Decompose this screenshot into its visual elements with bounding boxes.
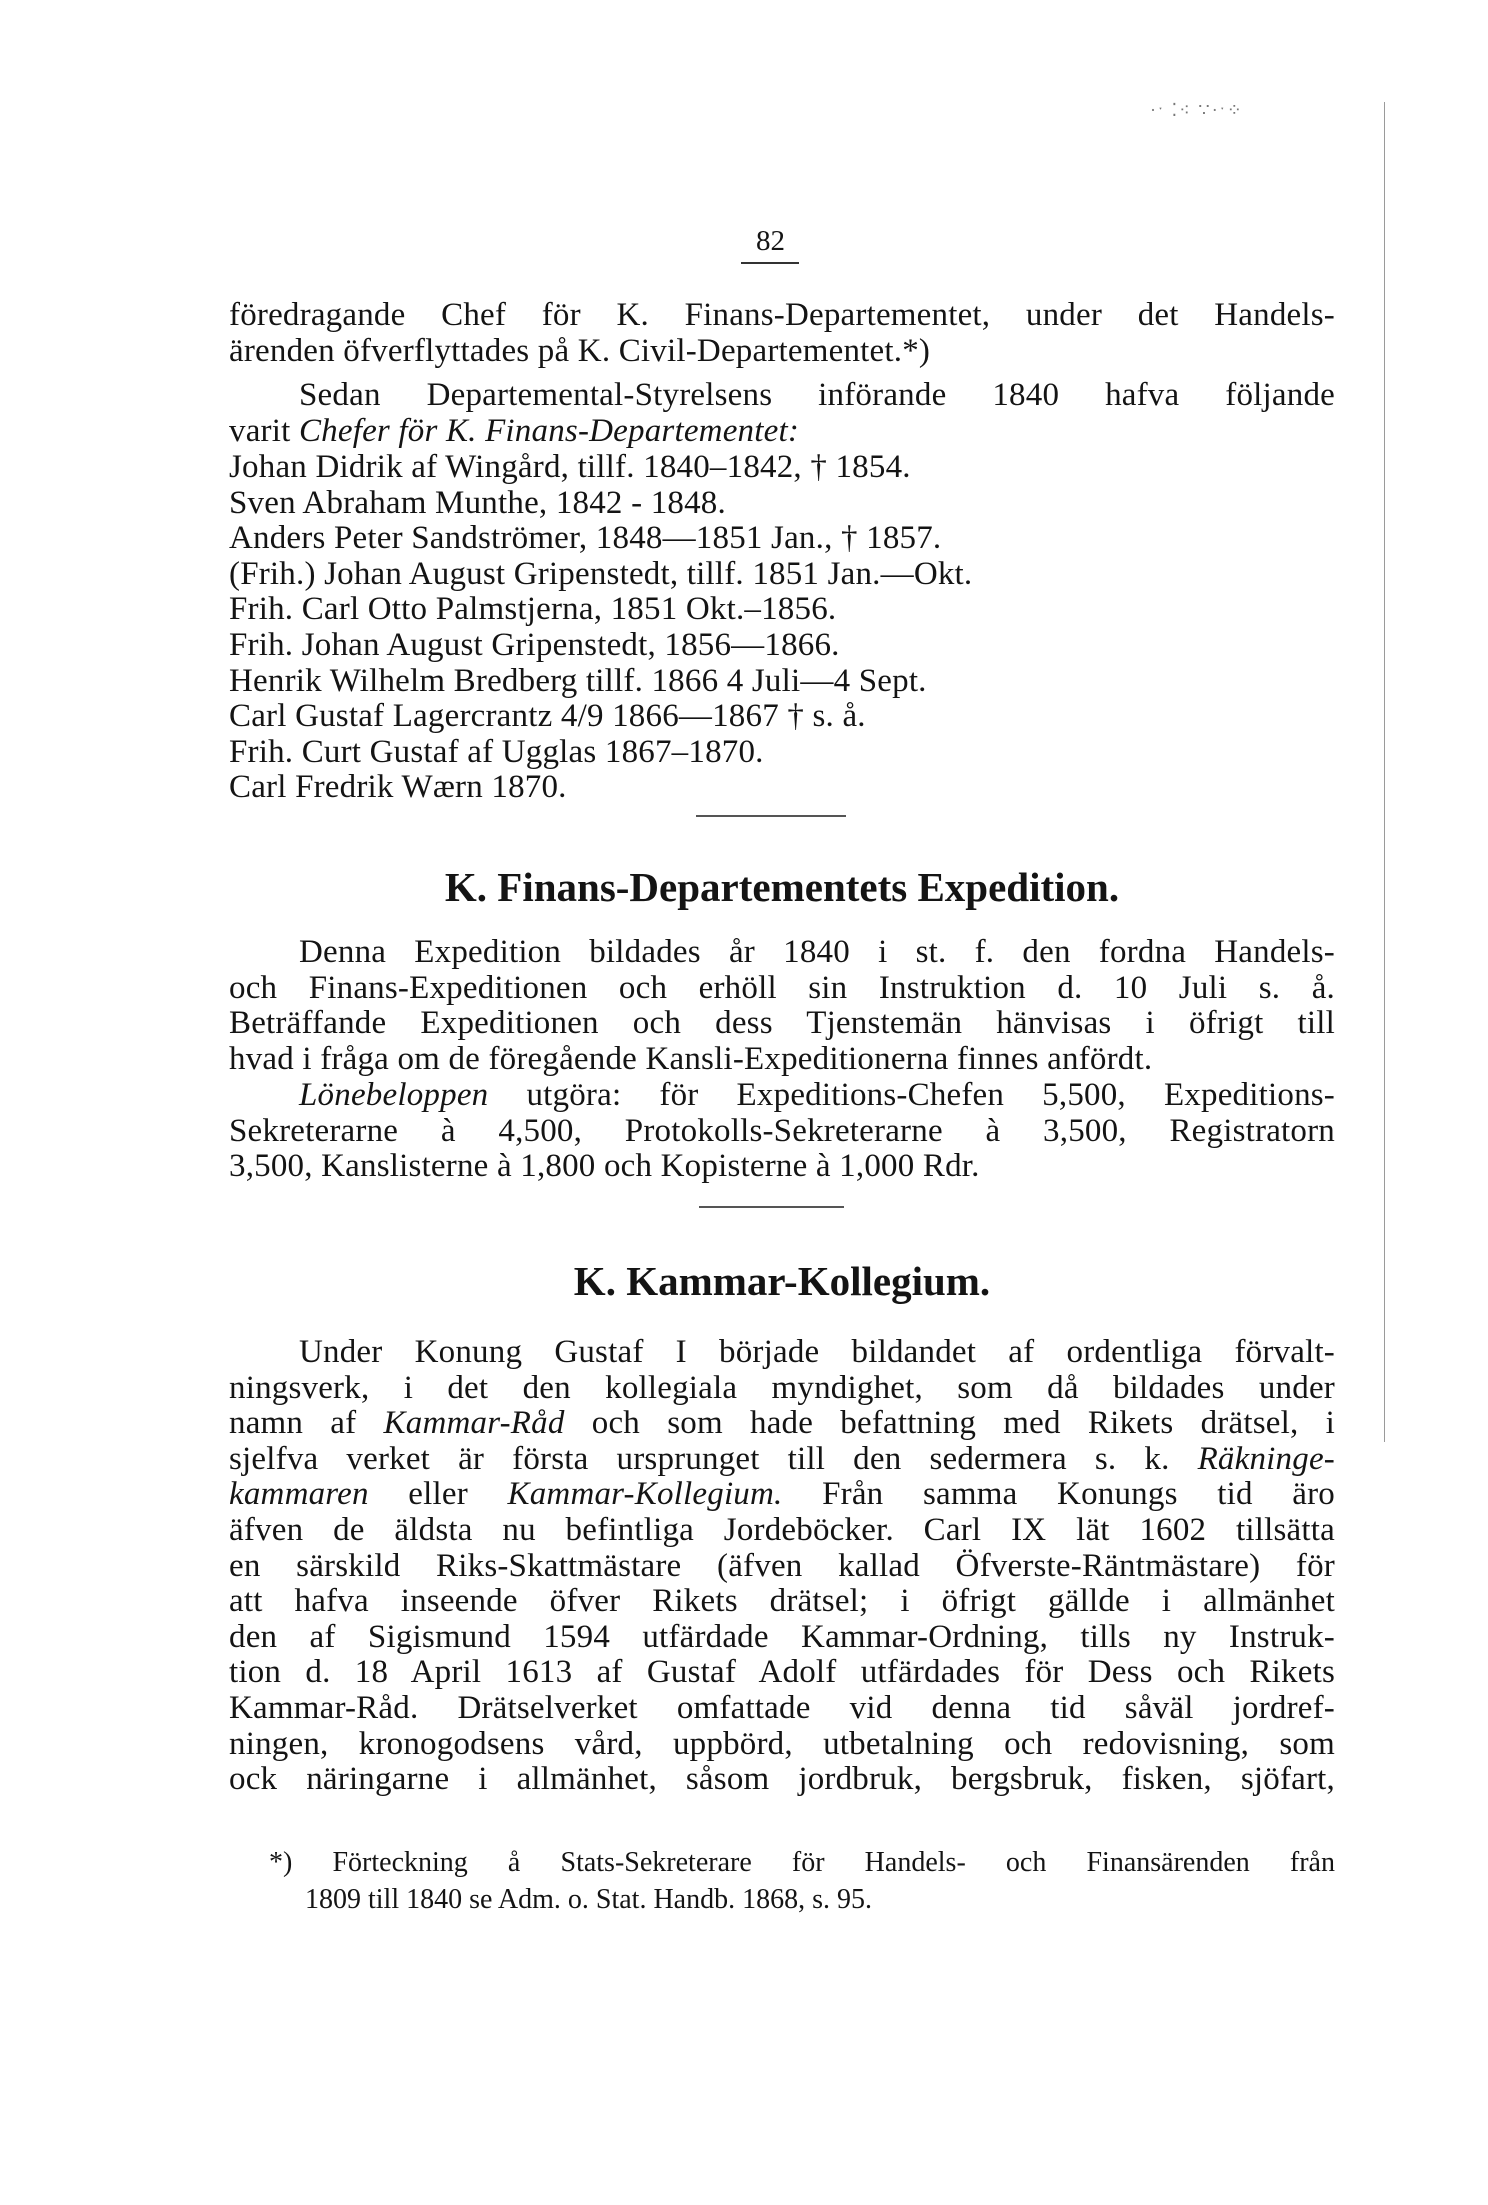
expedition-paragraph-1	[229, 935, 1335, 1077]
text-line: ningsverk, i det den kollegiala myndighet, som då bildades under	[229, 1369, 1335, 1406]
text-line: kammaren eller Kammar-Kollegium. Från samma Konungs tid äro	[229, 1476, 1335, 1513]
list-item: Johan Didrik af Wingård, tillf. 1840–1842, † 1854.	[229, 449, 911, 485]
list-item: Frih. Johan August Gripenstedt, 1856—1866.	[229, 626, 840, 663]
text-line: Sekreterarne à 4,500, Protokolls-Sekreterarne à 3,500, Registratorn	[229, 1112, 1335, 1149]
text-line: namn af Kammar-Råd och som hade befattning med Rikets drätsel, i	[229, 1405, 1335, 1442]
scan-specks: ·ˑ ⁚⁖ ∵·ˑ⁘	[1150, 100, 1244, 120]
text-line: Beträffande Expeditionen och dess Tjenstemän hänvisas i öfrigt till	[229, 1005, 1335, 1042]
list-item: Henrik Wilhelm Bredberg tillf. 1866 4 Juli—4 Sept.	[229, 662, 927, 699]
section-heading-kammar-kollegium: K. Kammar-Kollegium.	[573, 1258, 991, 1304]
section-divider	[696, 815, 846, 817]
text-line: sjelfva verket är första ursprunget till den sedermera s. k. Räkninge-	[229, 1440, 1335, 1477]
text-line: föredragande Chef för K. Finans-Departementet, under det Handels-	[229, 297, 1335, 333]
text-line: ningen, kronogodsens vård, uppbörd, utbetalning och redovisning, som	[229, 1725, 1335, 1762]
italic-text: Chefer för K. Finans-Departementet:	[298, 412, 800, 449]
page	[229, 0, 1335, 2205]
page-number: 82	[756, 225, 785, 257]
italic-text: Kammar-Kollegium.	[507, 1476, 783, 1513]
text-line: Sedan Departemental-Styrelsens införande 1840 hafva följande	[299, 377, 1335, 413]
footnote-line: *) Förteckning å Stats-Sekreterare för Handels- och Finansärenden från	[269, 1847, 1335, 1878]
text-line: Under Konung Gustaf I började bildandet af ordentliga förvalt-	[299, 1334, 1335, 1370]
expedition-paragraph-2	[229, 1078, 1335, 1185]
text-line: ock näringarne i allmänhet, såsom jordbruk, bergsbruk, fisken, sjöfart,	[229, 1761, 1335, 1798]
text-line: Denna Expedition bildades år 1840 i st. f. den fordna Handels-	[299, 934, 1335, 970]
section-divider	[699, 1206, 844, 1208]
top-paragraph	[229, 298, 1335, 369]
footnote-line: 1809 till 1840 se Adm. o. Stat. Handb. 1868, s. 95.	[305, 1884, 872, 1915]
text-line: Kammar-Råd. Drätselverket omfattade vid denna tid såväl jordref-	[229, 1689, 1335, 1726]
list-item: (Frih.) Johan August Gripenstedt, tillf. 1851 Jan.—Okt.	[229, 555, 973, 592]
text-line: att hafva inseende öfver Rikets drätsel; i öfrigt gällde i allmänhet	[229, 1583, 1335, 1620]
kammar-kollegium-paragraph	[229, 1335, 1335, 1798]
text-line: 3,500, Kanslisterne à 1,800 och Kopisterne à 1,000 Rdr.	[229, 1148, 980, 1185]
text-line: varit Chefer för K. Finans-Departementet:	[229, 412, 800, 449]
text-line: Lönebeloppen utgöra: för Expeditions-Chefen 5,500, Expeditions-	[299, 1077, 1335, 1113]
scan-margin-line	[1384, 102, 1385, 1442]
text-line: äfven de äldsta nu befintliga Jordeböcker. Carl IX lät 1602 tillsätta	[229, 1511, 1335, 1548]
text-line: en särskild Riks-Skattmästare (äfven kallad Öfverste-Räntmästare) för	[229, 1547, 1335, 1584]
list-item: Frih. Curt Gustaf af Ugglas 1867–1870.	[229, 733, 764, 770]
chefs-intro	[229, 378, 1335, 449]
page-number-rule	[741, 262, 799, 264]
list-item: Carl Gustaf Lagercrantz 4/9 1866—1867 † s. å.	[229, 698, 866, 735]
list-item: Sven Abraham Munthe, 1842 - 1848.	[229, 484, 726, 521]
chefs-list	[229, 450, 1335, 806]
list-item: Anders Peter Sandströmer, 1848—1851 Jan., † 1857.	[229, 520, 942, 557]
text-line: den af Sigismund 1594 utfärdade Kammar-Ordning, tills ny Instruk-	[229, 1618, 1335, 1655]
list-item: Frih. Carl Otto Palmstjerna, 1851 Okt.–1856.	[229, 591, 837, 628]
italic-text: Lönebeloppen	[299, 1077, 489, 1113]
text-line: ärenden öfverflyttades på K. Civil-Departementet.*)	[229, 332, 931, 369]
italic-text: kammaren	[229, 1476, 369, 1513]
footnote	[269, 1844, 1335, 1918]
list-item: Carl Fredrik Wærn 1870.	[229, 769, 567, 806]
text-line: och Finans-Expeditionen och erhöll sin Instruktion d. 10 Juli s. å.	[229, 969, 1335, 1006]
text-line: tion d. 18 April 1613 af Gustaf Adolf utfärdades för Dess och Rikets	[229, 1654, 1335, 1691]
italic-text: Kammar-Råd	[383, 1405, 565, 1442]
italic-text: Räkninge-	[1197, 1440, 1335, 1477]
text-line: hvad i fråga om de föregående Kansli-Expeditionerna finnes anfördt.	[229, 1040, 1153, 1077]
section-heading-expedition: K. Finans-Departementets Expedition.	[444, 864, 1120, 910]
